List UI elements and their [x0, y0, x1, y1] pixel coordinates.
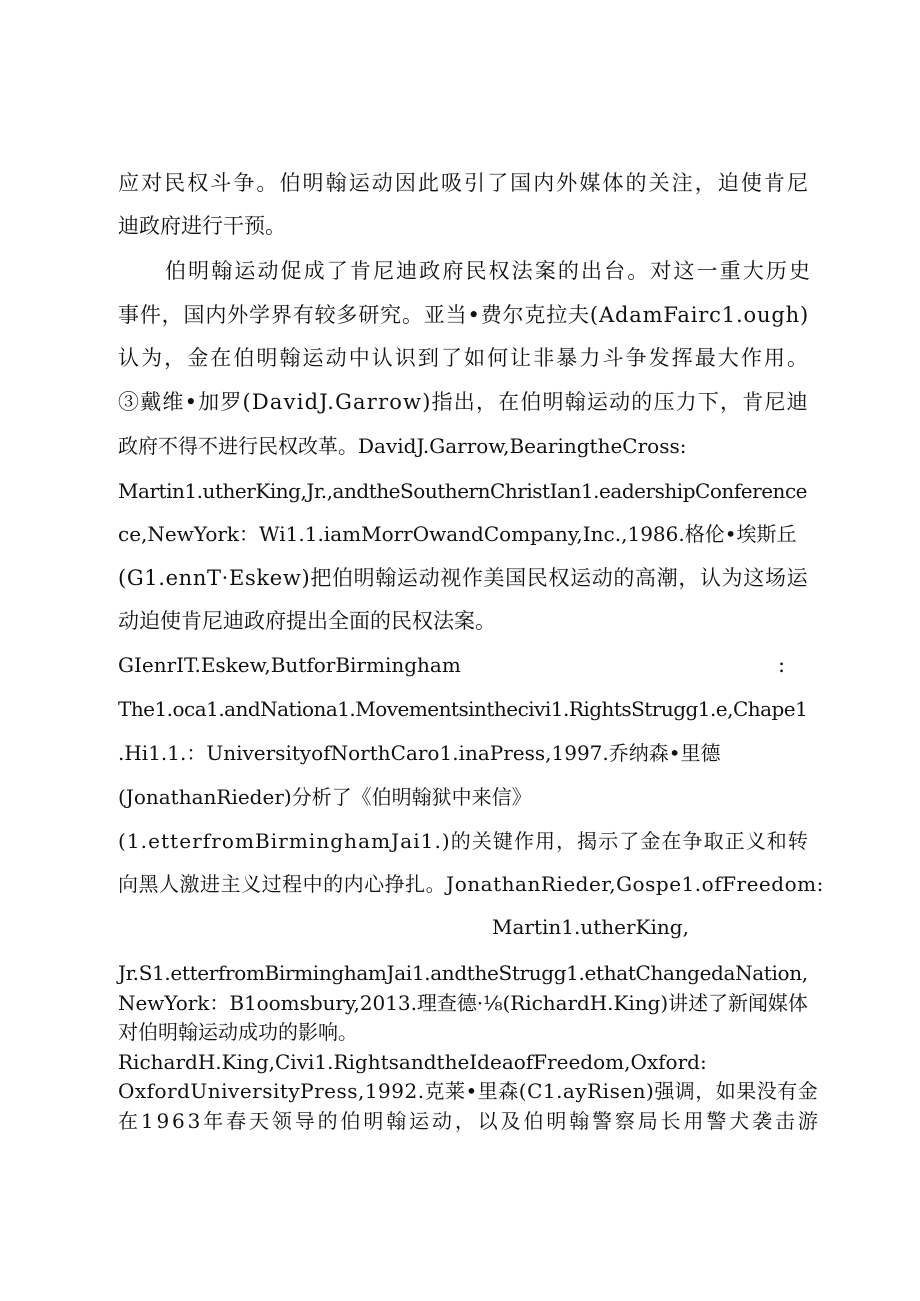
text-line: 政府不得不进行民权改革。DavidJ.Garrow,BearingtheCross:	[118, 434, 687, 458]
text-line: The1.oca1.andNationa1.Movementsinthecivi1.RightsStrugg1.e,Chape1	[118, 697, 808, 721]
text-line: .Hi1.1.：UniversityofNorthCaro1.inaPress,1997.乔纳森•里德	[118, 741, 721, 765]
text-line: GIenrIT.Eskew,ButforBirmingham	[118, 653, 461, 677]
text-line: NewYork：B1oomsbury,2013.理查德·⅛(RichardH.King)讲述了新闻媒体	[118, 991, 808, 1015]
text-line: 向黑人激进主义过程中的内心挣扎。JonathanRieder,Gospe1.ofFreedom:	[118, 872, 824, 896]
text-line: ce,NewYork：Wi1.1.iamMorrOwandCompany,Inc.,1986.格伦•埃斯丘	[118, 522, 797, 546]
text-line: 伯明翰运动促成了肯尼迪政府民权法案的出台。对这一重大历史	[165, 259, 813, 283]
text-line: (G1.ennT·Eskew)把伯明翰运动视作美国民权运动的高潮，认为这场运	[118, 566, 809, 590]
text-line: 动迫使肯尼迪政府提出全面的民权法案。	[118, 609, 496, 633]
text-line: 认为，金在伯明翰运动中认识到了如何让非暴力斗争发挥最大作用。	[118, 346, 811, 370]
text-line: (JonathanRieder)分析了《伯明翰狱中来信》	[118, 785, 532, 809]
text-line: (1.etterfromBirminghamJai1.)的关键作用，揭示了金在争取正义和转	[118, 829, 809, 853]
text-line: ③戴维•加罗(DavidJ.Garrow)指出，在伯明翰运动的压力下，肯尼迪	[118, 390, 809, 414]
text-line: 在1963年春天领导的伯明翰运动，以及伯明翰警察局长用警犬袭击游	[118, 1109, 821, 1133]
text-line: Jr.S1.etterfromBirminghamJai1.andtheStrugg1.ethatChangedaNation,	[118, 961, 808, 985]
text-line: 应对民权斗争。伯明翰运动因此吸引了国内外媒体的关注，迫使肯尼	[118, 171, 811, 195]
text-line: Martin1.utherKing,Jr.,andtheSouthernChristIan1.eadershipConference	[118, 479, 808, 503]
text-line: 迪政府进行干预。	[118, 214, 286, 238]
text-line: 对伯明翰运动成功的影响。	[118, 1020, 358, 1044]
text-line: 事件，国内外学界有较多研究。亚当•费尔克拉夫(AdamFairc1.ough)	[118, 303, 810, 327]
text-line: :	[778, 653, 786, 677]
text-line: OxfordUniversityPress,1992.克莱•里森(C1.ayRisen)强调，如果没有金	[118, 1079, 819, 1103]
text-line: Martin1.utherKing,	[492, 915, 689, 939]
text-line: RichardH.King,Civi1.RightsandtheIdeaofFreedom,Oxford:	[118, 1050, 707, 1074]
